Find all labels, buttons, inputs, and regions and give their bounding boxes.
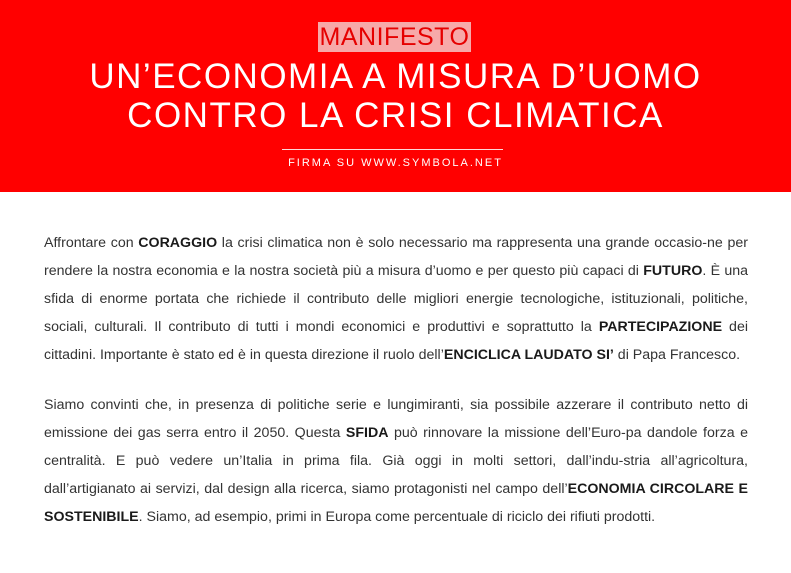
paragraph-1 [44,229,748,369]
text-run: . Siamo, ad esempio, primi in Europa come percentuale di riciclo dei rifiuti prodotti. [138,509,656,525]
emphasis-partecipazione: PARTECIPAZIONE [598,319,723,335]
sign-link[interactable]: FIRMA SU WWW.SYMBOLA.NET [288,157,503,169]
text-run: di Papa Francesco. [613,347,741,363]
title-divider [282,149,503,150]
text-run: Siamo convinti che, in presenza di politiche serie e lungimiranti, sia possibile azzerare il contributo netto di emissione dei gas serra entro il 2050. Questa [44,397,748,441]
text-run: . È una sfida di enorme portata che richiede il contributo delle migliori energie tecnologiche, istituzionali, politiche, sociali, culturali. Il contributo di tutti i mondi economici e produttivi e soprattutto la [44,263,749,335]
emphasis-sfida: SFIDA [345,425,389,441]
text-run: la crisi climatica non è solo necessario ma rappresenta una grande occasio-ne per rendere la nostra economia e la nostra società più a misura d’uomo e per questo più capaci di [44,235,748,279]
emphasis-futuro: FUTURO [643,263,703,279]
paragraph-2 [44,391,748,531]
emphasis-coraggio: CORAGGIO [138,235,218,251]
text-run: può rinnovare la missione dell’Euro-pa dandole forza e centralità. E può vedere un’Italia in prima fila. Già oggi in molti settori, dall’indu-stria all’agricoltura, dall’artigianato ai servizi, dal design alla ricerca, siamo protagonisti nel campo dell’ [44,425,748,497]
emphasis-enciclica: ENCICLICA LAUDATO SI’ [443,347,614,363]
title-line-1: UN’ECONOMIA A MISURA D’UOMO [89,57,702,96]
manifesto-tag: MANIFESTO [319,23,470,51]
manifesto-banner [0,0,791,192]
manifesto-body [44,229,748,553]
text-run: Affrontare con [44,235,139,251]
title-line-2: CONTRO LA CRISI CLIMATICA [127,96,664,135]
emphasis-economia-circolare: ECONOMIA CIRCOLARE E SOSTENIBILE [44,481,748,525]
text-run: dei cittadini. Importante è stato ed è in questa direzione il ruolo dell’ [44,319,748,363]
manifesto-title [0,57,791,135]
